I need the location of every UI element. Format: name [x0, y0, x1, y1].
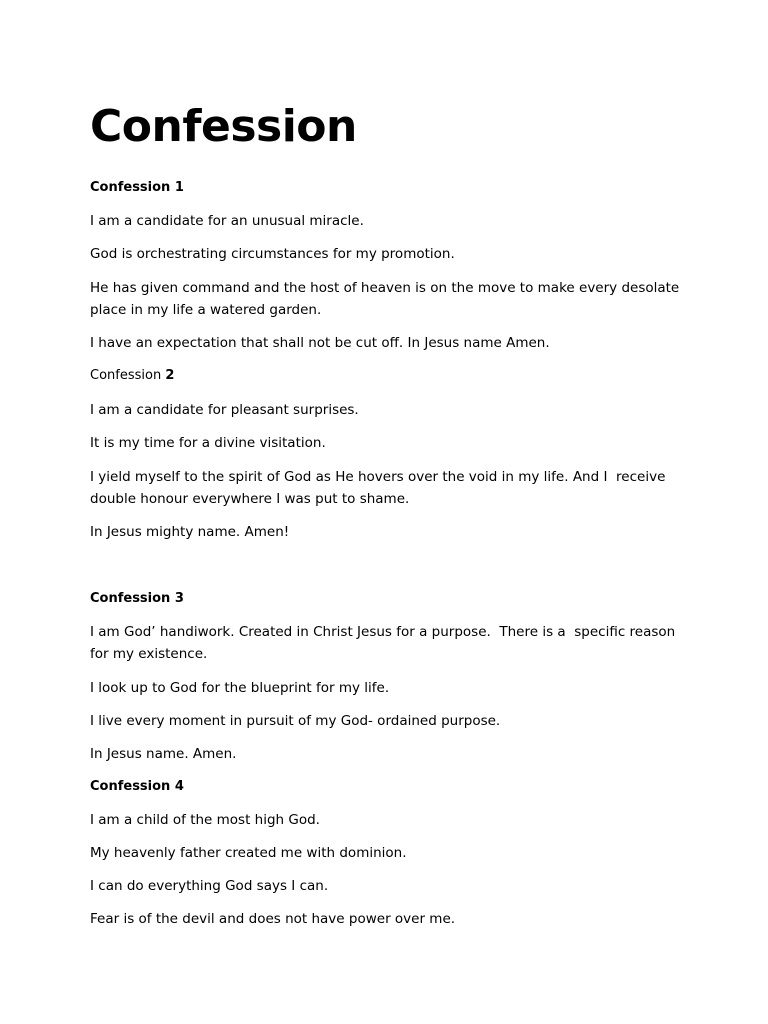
section-heading-3	[90, 590, 184, 608]
section-heading-1	[90, 179, 184, 197]
page-title: Confession	[90, 101, 357, 152]
paragraph: My heavenly father created me with dominion.	[90, 845, 407, 861]
paragraph: In Jesus mighty name. Amen!	[90, 524, 290, 540]
paragraph: I yield myself to the spirit of God as He hovers over the void in my life. And I receive double honour everywhere I was put to shame.	[90, 469, 670, 507]
paragraph: I have an expectation that shall not be cut off. In Jesus name Amen.	[90, 335, 550, 351]
section-number: 3	[174, 591, 184, 606]
section-label: Confession	[90, 779, 171, 794]
section-label: Confession	[90, 180, 171, 195]
paragraph: I look up to God for the blueprint for my life.	[90, 680, 390, 696]
paragraph: I can do everything God says I can.	[90, 878, 329, 894]
section-heading-2	[90, 367, 174, 385]
paragraph: I live every moment in pursuit of my God- ordained purpose.	[90, 713, 501, 729]
section-label: Confession	[90, 591, 171, 606]
paragraph: God is orchestrating circumstances for my promotion.	[90, 246, 455, 262]
paragraph: It is my time for a divine visitation.	[90, 435, 326, 451]
section-heading-4	[90, 778, 184, 796]
section-number: 1	[174, 180, 184, 195]
paragraph: I am God’ handiwork. Created in Christ Jesus for a purpose. There is a specific reason for my existence.	[90, 624, 680, 662]
paragraph: I am a candidate for pleasant surprises.	[90, 402, 359, 418]
paragraph: He has given command and the host of heaven is on the move to make every desolate place in my life a watered garden.	[90, 280, 684, 318]
paragraph: I am a candidate for an unusual miracle.	[90, 213, 364, 229]
section-number: 2	[165, 368, 175, 383]
paragraph: In Jesus name. Amen.	[90, 746, 237, 762]
section-number: 4	[174, 779, 184, 794]
section-label: Confession	[90, 368, 162, 383]
paragraph: I am a child of the most high God.	[90, 812, 320, 828]
paragraph: Fear is of the devil and does not have power over me.	[90, 911, 456, 927]
